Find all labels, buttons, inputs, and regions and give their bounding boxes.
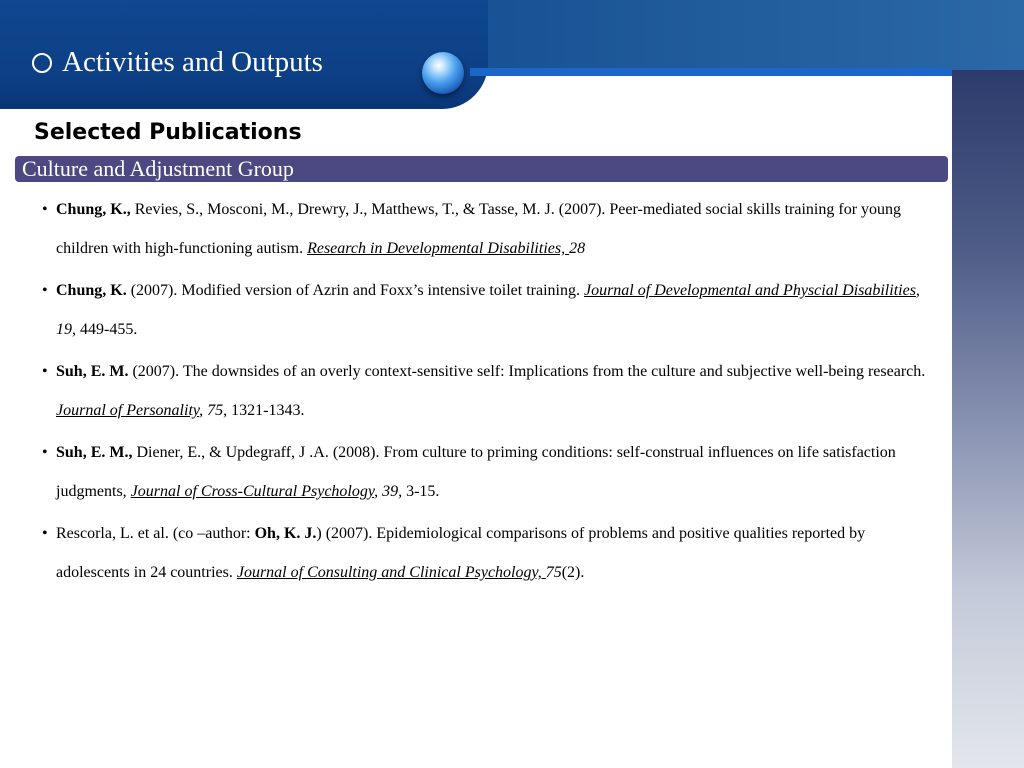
- side-panel: [952, 70, 1024, 768]
- publication-author: Suh, E. M.,: [56, 444, 133, 461]
- bullet-icon: •: [42, 282, 48, 299]
- publication-text: ) (2007). Epidemiological comparisons of problems and positive qualities reported by adolescents in 24 countries.: [56, 525, 866, 581]
- publication-journal: Journal of Consulting and Clinical Psychology,: [236, 564, 546, 581]
- publication-pages: 3-15.: [406, 483, 440, 500]
- publication-text: (2007). Modified version of Azrin and Foxx’s intensive toilet training.: [126, 282, 584, 299]
- publication-prefix: Rescorla, L. et al. (co –author:: [56, 525, 255, 542]
- publication-item: [40, 271, 930, 349]
- publication-volume: , 19: [56, 282, 920, 338]
- bullet-icon: •: [42, 444, 48, 461]
- publication-text: (2007). The downsides of an overly context-sensitive self: Implications from the culture and subjective well-being research.: [128, 363, 926, 380]
- publication-volume: 75: [545, 564, 562, 581]
- publication-item: [40, 352, 930, 430]
- section-heading: Selected Publications: [34, 120, 302, 145]
- publication-item: [40, 433, 930, 511]
- publication-text: Diener, E., & Updegraff, J .A. (2008). From culture to priming conditions: self-construal influences on life satisfaction judgments,: [56, 444, 896, 500]
- bullet-icon: •: [42, 363, 48, 380]
- publication-author: Chung, K.,: [56, 201, 131, 218]
- publication-journal: Research in Developmental Disabilities,: [307, 240, 570, 257]
- publication-journal: Journal of Developmental and Physcial Disabilities: [583, 282, 916, 299]
- publication-text: Revies, S., Mosconi, M., Drewry, J., Matthews, T., & Tasse, M. J. (2007). Peer-mediated social skills training for young children with high-functioning autism.: [56, 201, 902, 257]
- publication-item: [40, 514, 930, 592]
- publication-volume: , 75: [199, 402, 224, 419]
- page-title: [32, 44, 323, 80]
- publication-volume: 28: [569, 240, 586, 257]
- publication-journal: Journal of Personality: [56, 402, 200, 419]
- circle-bullet-icon: [32, 53, 52, 73]
- publication-item: [40, 190, 930, 268]
- publication-journal: Journal of Cross-Cultural Psychology: [130, 483, 375, 500]
- publication-pages: , 1321-1343.: [223, 402, 305, 419]
- header-stripe: [470, 68, 952, 76]
- bullet-icon: •: [42, 201, 48, 218]
- publication-volume: , 39,: [374, 483, 407, 500]
- group-bar: [15, 156, 948, 182]
- publication-author: Chung, K.: [56, 282, 127, 299]
- publication-author: Suh, E. M.: [56, 363, 129, 380]
- page-title-text: Activities and Outputs: [62, 46, 323, 78]
- publication-pages: (2).: [561, 564, 585, 581]
- bullet-icon: •: [42, 525, 48, 542]
- group-title: Culture and Adjustment Group: [22, 156, 294, 181]
- publication-author: Oh, K. J.: [254, 525, 317, 542]
- publication-pages: , 449-455.: [72, 321, 138, 338]
- orb-icon: [422, 52, 464, 94]
- publication-list: [40, 190, 930, 595]
